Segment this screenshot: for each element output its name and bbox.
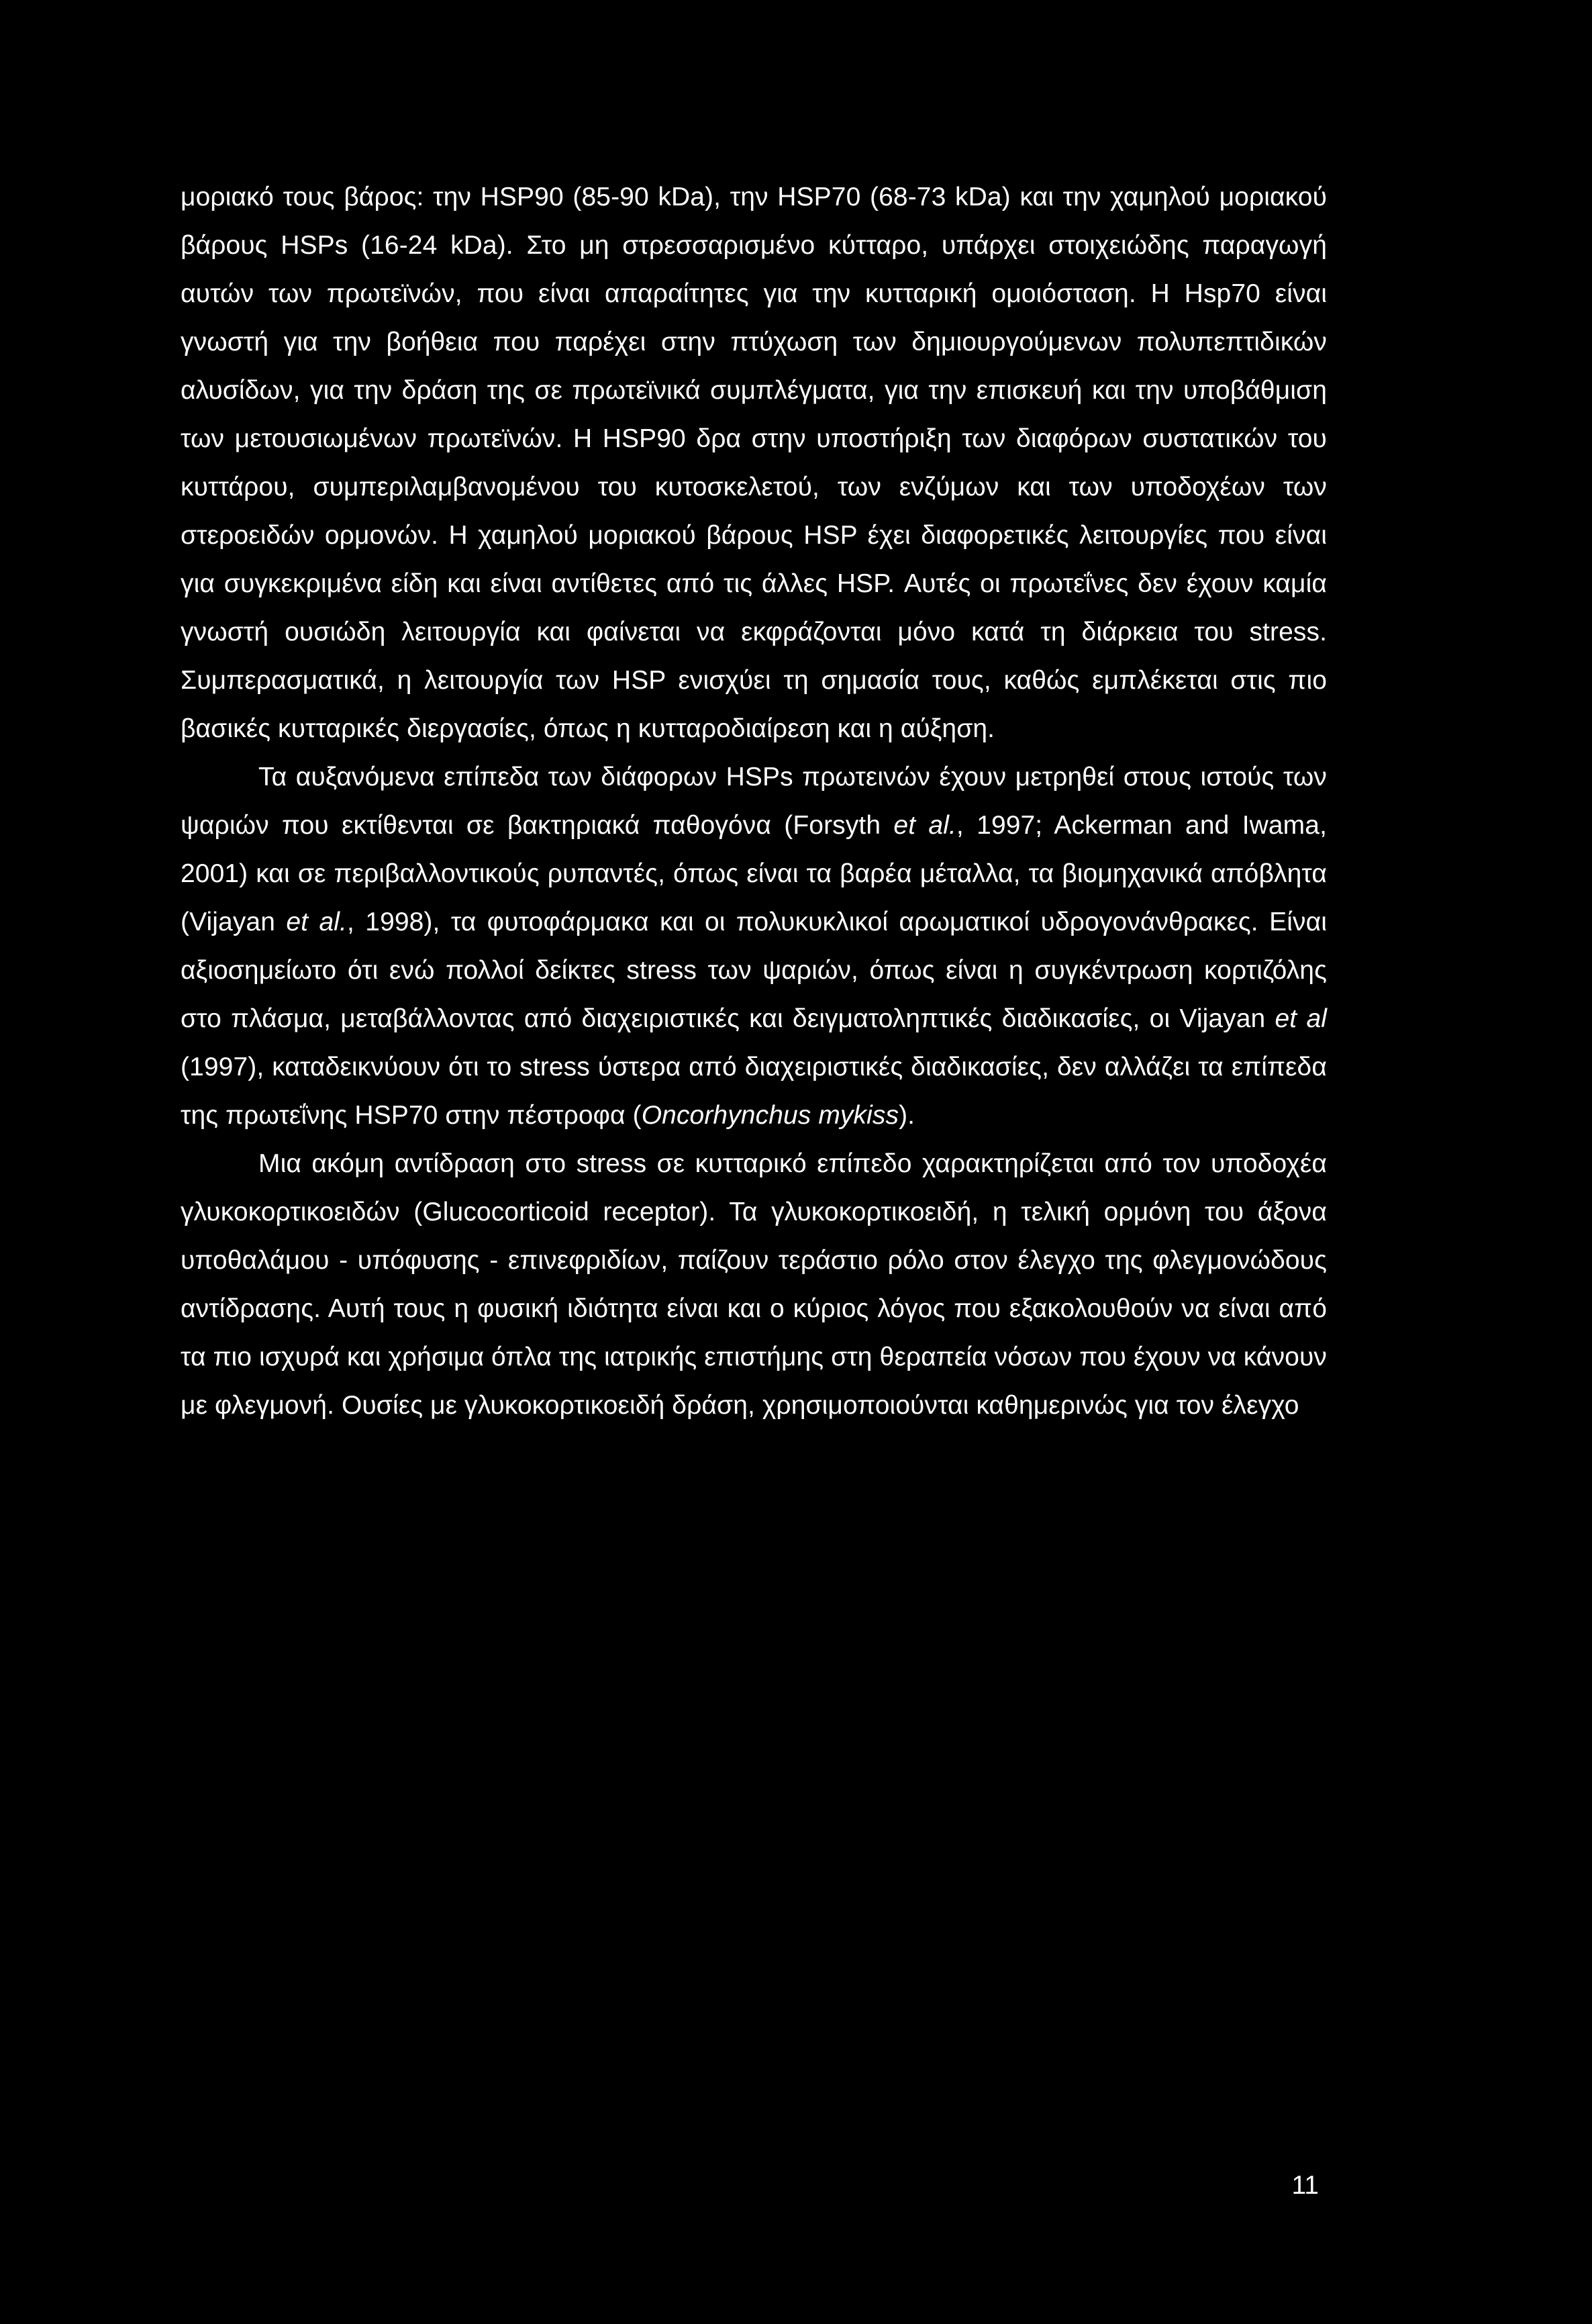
page-body <box>181 173 1327 1430</box>
text-segment: , 1997; Ackerman and Iwama, 2001) και σε περιβαλλοντικούς ρυπαντές, όπως είναι τα βαρέα μέταλλα, τα βιομηχανικά απόβλητα (Vijayan <box>181 811 1327 936</box>
text-segment: μοριακό τους βάρος: την HSP90 (85-90 kDa), την HSP70 (68-73 kDa) και την χαμηλού μοριακού βάρους HSPs (16-24 kDa). Στο μη στρεσσαρισμένο κύτταρο, υπάρχει στοιχειώδης παραγωγή αυτών των πρωτεϊνών, που είναι απαραίτητες για την κυτταρική ομοιόσταση. Η Hsp70 είναι γνωστή για την βοήθεια που παρέχει στην πτύχωση των δημιουργούμενων πολυπεπτιδικών αλυσίδων, για την δράση της σε πρωτεϊνικά συμπλέγματα, για την επισκευή και την υποβάθμιση των μετουσιωμένων πρωτεϊνών. Η HSP90 δρα στην υποστήριξη των διαφόρων συστατικών του κυττάρου, συμπεριλαμβανομένου του κυτοσκελετού, των ενζύμων και των υποδοχέων των στεροειδών ορμονών. Η χαμηλού μοριακού βάρους HSP έχει διαφορετικές λειτουργίες που είναι για συγκεκριμένα είδη και είναι αντίθετες από τις άλλες HSP. Αυτές οι πρωτεΐνες δεν έχουν καμία γνωστή ουσιώδη λειτουργία και φαίνεται να εκφράζονται μόνο κατά τη διάρκεια του stress. Συμπερασματικά, η λειτουργία των HSP ενισχύει τη σημασία τους, καθώς εμπλέκεται στις πιο βασικές κυτταρικές διεργασίες, όπως η κυτταροδιαίρεση και η αύξηση. <box>181 183 1327 743</box>
paragraph-heat-shock-protein-families <box>181 173 1327 753</box>
italic-citation: et al. <box>286 908 347 936</box>
paragraph-glucocorticoid-receptor <box>181 1140 1327 1430</box>
italic-citation: et al <box>1275 1004 1327 1033</box>
text-segment: , 1998), τα φυτοφάρμακα και οι πολυκυκλικοί αρωματικοί υδρογονάνθρακες. Είναι αξιοσημείωτο ότι ενώ πολλοί δείκτες stress των ψαριών, όπως είναι η συγκέντρωση κορτιζόλης στο πλάσμα, μεταβάλλοντας από διαχειριστικές και δειγματοληπτικές διαδικασίες, οι Vijayan <box>181 908 1327 1033</box>
text-segment: Μια ακόμη αντίδραση στο stress σε κυτταρικό επίπεδο χαρακτηρίζεται από τον υποδοχέα γλυκοκορτικοειδών (Glucocorticoid receptor). Τα γλυκοκορτικοειδή, η τελική ορμόνη του άξονα υποθαλάμου - υπόφυσης - επινεφριδίων, παίζουν τεράστιο ρόλο στον έλεγχο της φλεγμονώδους αντίδρασης. Αυτή τους η φυσική ιδιότητα είναι και ο κύριος λόγος που εξακολουθούν να είναι από τα πιο ισχυρά και χρήσιμα όπλα της ιατρικής επιστήμης στη θεραπεία νόσων που έχουν να κάνουν με φλεγμονή. Ουσίες με γλυκοκορτικοειδή δράση, χρησιμοποιούνται καθημερινώς για τον έλεγχο <box>181 1149 1327 1420</box>
text-segment: Τα αυξανόμενα επίπεδα των διάφορων HSPs πρωτεινών έχουν μετρηθεί στους ιστούς των ψαριών που εκτίθενται σε βακτηριακά παθογόνα (Forsyth <box>181 763 1327 840</box>
species-name: Oncorhynchus mykiss <box>641 1101 899 1130</box>
italic-citation: et al. <box>893 811 956 840</box>
page-number: 11 <box>1291 2171 1319 2200</box>
text-segment: (1997), καταδεικνύουν ότι το stress ύστερα από διαχειριστικές διαδικασίες, δεν αλλάζει τα επίπεδα της πρωτεΐνης HSP70 στην πέστροφα ( <box>181 1053 1327 1130</box>
paragraph-hsp-levels-in-fish <box>181 753 1327 1140</box>
text-segment: ). <box>899 1101 915 1130</box>
